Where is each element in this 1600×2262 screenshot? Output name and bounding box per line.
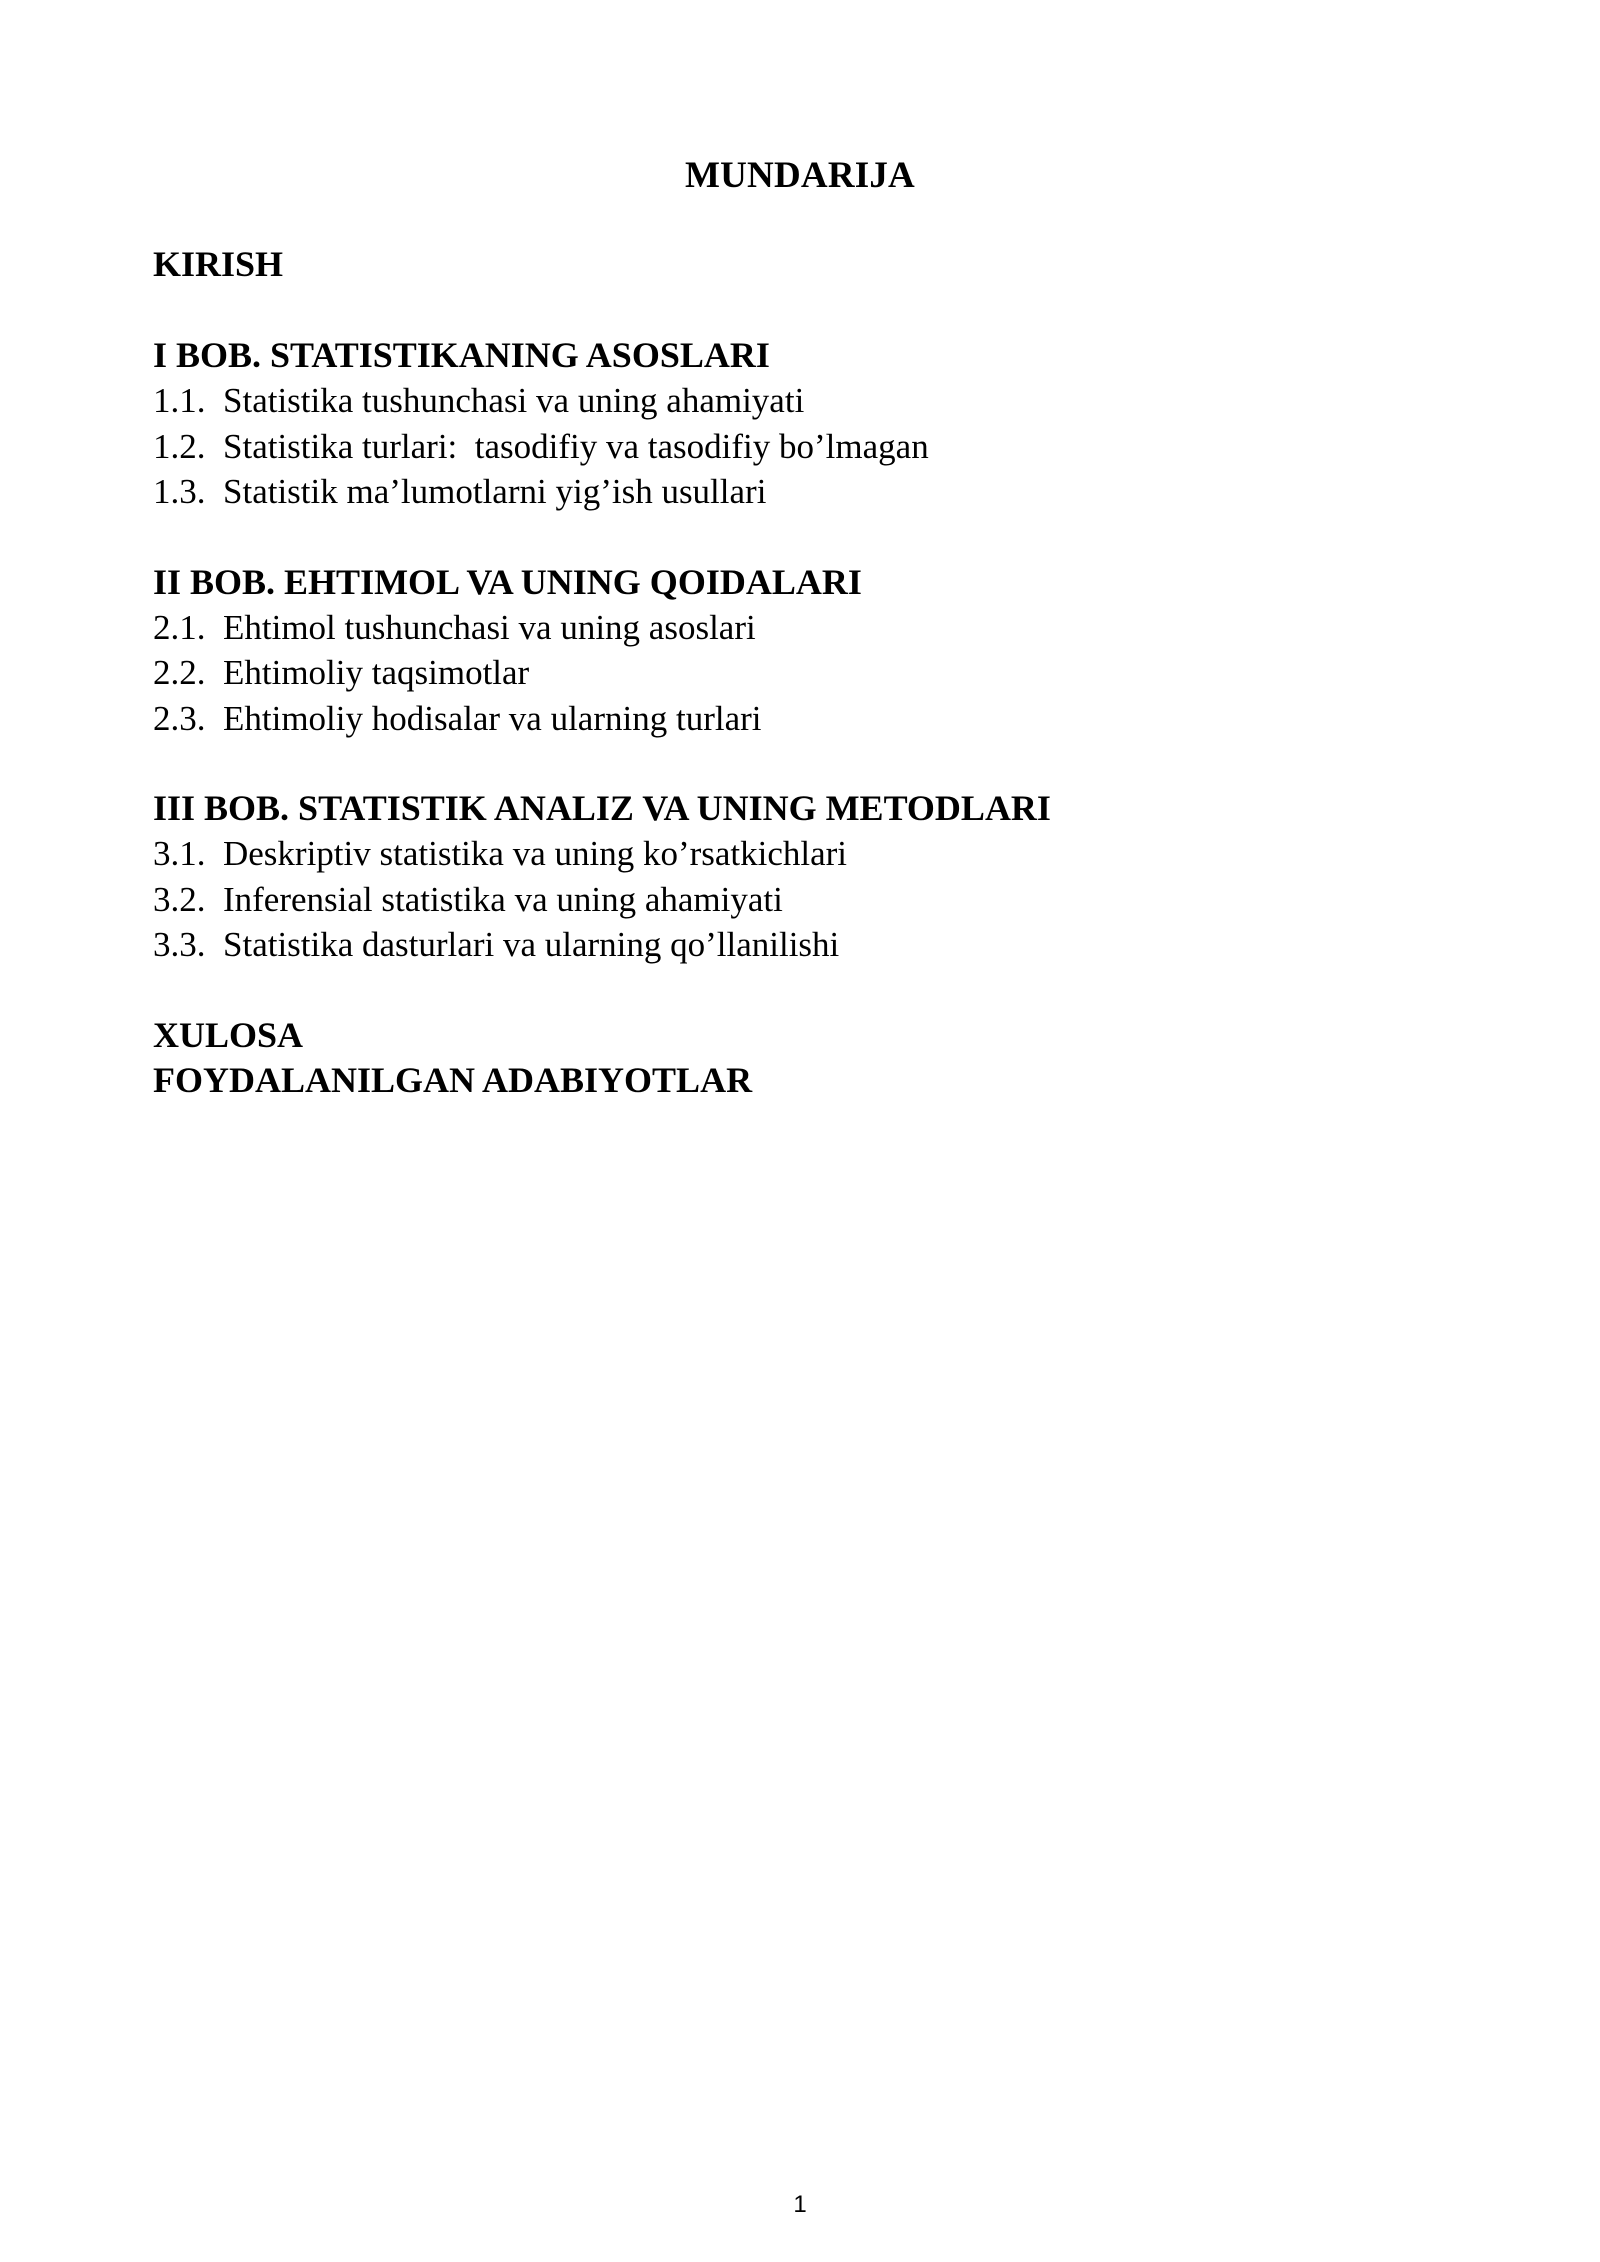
toc-item-number: 1.1. xyxy=(153,381,206,420)
toc-item-text: Deskriptiv statistika va uning ko’rsatkichlari xyxy=(223,834,848,873)
toc-item-text: Statistika tushunchasi va uning ahamiyati xyxy=(223,381,805,420)
toc-item-text: Ehtimol tushunchasi va uning asoslari xyxy=(223,607,756,647)
toc-item-number: 2.3. xyxy=(153,698,206,738)
toc-item xyxy=(153,831,1453,877)
toc-item-text: Statistik ma’lumotlarni yig’ish usullari xyxy=(223,472,767,511)
toc-item-number: 3.3. xyxy=(153,925,206,964)
toc-item-number: 3.1. xyxy=(153,834,206,873)
chapter-1-heading: I BOB. STATISTIKANING ASOSLARI xyxy=(153,335,770,375)
toc-item xyxy=(153,424,1453,470)
toc-item-number: 3.2. xyxy=(153,879,206,919)
toc-item-number: 1.3. xyxy=(153,472,206,511)
toc-intro: KIRISH xyxy=(153,244,284,284)
toc-item xyxy=(153,877,1453,923)
toc-item-number: 1.2. xyxy=(153,426,206,466)
toc-item xyxy=(153,650,1453,696)
toc-item xyxy=(153,605,1453,651)
toc-spacer xyxy=(153,515,1453,560)
toc-conclusion: XULOSA xyxy=(153,1014,304,1055)
toc-item-text: Ehtimoliy taqsimotlar xyxy=(223,653,530,692)
page-number: 1 xyxy=(793,2191,807,2218)
table-of-contents xyxy=(153,242,1453,1103)
toc-item xyxy=(153,469,1453,515)
toc-item-text: Statistika turlari: tasodifiy va tasodifiy bo’lmagan xyxy=(223,426,929,466)
toc-item-text: Statistika dasturlari va ularning qo’llanilishi xyxy=(223,925,840,964)
toc-references: FOYDALANILGAN ADABIYOTLAR xyxy=(153,1059,753,1100)
toc-item-number: 2.1. xyxy=(153,607,206,647)
toc-item-number: 2.2. xyxy=(153,653,206,692)
toc-item xyxy=(153,922,1453,968)
toc-item-text: Ehtimoliy hodisalar va ularning turlari xyxy=(223,698,762,738)
toc-spacer xyxy=(153,968,1453,1013)
page-title: MUNDARIJA xyxy=(685,155,915,196)
toc-item xyxy=(153,696,1453,742)
toc-spacer xyxy=(153,287,1453,333)
toc-spacer xyxy=(153,741,1453,786)
chapter-3-heading: III BOB. STATISTIK ANALIZ VA UNING METODLARI xyxy=(153,788,1051,828)
chapter-2-heading: II BOB. EHTIMOL VA UNING QOIDALARI xyxy=(153,561,862,602)
toc-item-text: Inferensial statistika va uning ahamiyati xyxy=(223,879,783,919)
toc-item xyxy=(153,378,1453,424)
